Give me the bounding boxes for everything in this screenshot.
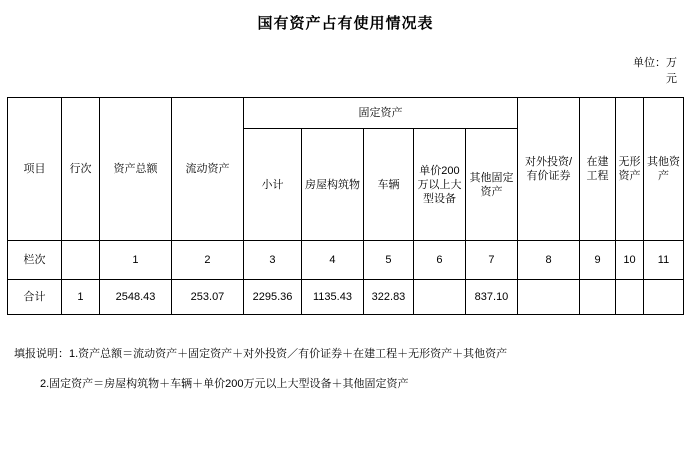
- header-buildings: 房屋构筑物: [301, 129, 363, 241]
- header-fixed-subtotal: 小计: [243, 129, 301, 241]
- total-current-assets: 253.07: [171, 280, 243, 315]
- header-equipment: 单价200万以上大型设备: [413, 129, 465, 241]
- header-other-assets: 其他资产: [644, 98, 684, 241]
- header-external-investment: 对外投资/有价证券: [518, 98, 580, 241]
- asset-table: [7, 97, 684, 315]
- lane-cell-4: 4: [301, 241, 363, 280]
- lane-cell-0: [61, 241, 99, 280]
- header-intangible: 无形资产: [616, 98, 644, 241]
- lane-cell-11: 11: [644, 241, 684, 280]
- unit-label-line1: 单位：万: [633, 57, 677, 69]
- lane-cell-6: 6: [413, 241, 465, 280]
- lane-cell-3: 3: [243, 241, 301, 280]
- total-external-investment: [518, 280, 580, 315]
- table-row-lane-numbers: [7, 241, 683, 280]
- total-intangible: [616, 280, 644, 315]
- total-other-assets: [644, 280, 684, 315]
- total-equipment: [413, 280, 465, 315]
- header-vehicles: 车辆: [363, 129, 413, 241]
- total-vehicles: 322.83: [363, 280, 413, 315]
- header-total-assets: 资产总额: [99, 98, 171, 241]
- total-construction: [580, 280, 616, 315]
- total-buildings: 1135.43: [301, 280, 363, 315]
- lane-cell-8: 8: [518, 241, 580, 280]
- header-row-no: 行次: [61, 98, 99, 241]
- note-line-1: 填报说明：1.资产总额＝流动资产＋固定资产＋对外投资／有价证券＋在建工程＋无形资产＋其他资产: [14, 348, 508, 360]
- total-fixed-subtotal: 2295.36: [243, 280, 301, 315]
- header-item: 项目: [7, 98, 61, 241]
- total-other-fixed: 837.10: [465, 280, 517, 315]
- total-total-assets: 2548.43: [99, 280, 171, 315]
- notes-section: [14, 339, 691, 399]
- total-label: 合计: [7, 280, 61, 315]
- total-row-no: 1: [61, 280, 99, 315]
- lane-cell-5: 5: [363, 241, 413, 280]
- lane-cell-10: 10: [616, 241, 644, 280]
- header-current-assets: 流动资产: [171, 98, 243, 241]
- unit-label-line2: 元: [666, 73, 677, 85]
- unit-label: [0, 55, 691, 87]
- lane-cell-2: 2: [171, 241, 243, 280]
- header-construction: 在建工程: [580, 98, 616, 241]
- table-row-total: [7, 280, 683, 315]
- page-title: 国有资产占有使用情况表: [257, 15, 434, 32]
- note-line-2: 2.固定资产＝房屋构筑物＋车辆＋单价200万元以上大型设备＋其他固定资产: [40, 378, 409, 390]
- lane-label: 栏次: [7, 241, 61, 280]
- header-fixed-assets-group: 固定资产: [243, 98, 517, 129]
- header-other-fixed: 其他固定资产: [465, 129, 517, 241]
- table-header-group-row: [7, 98, 683, 129]
- lane-cell-1: 1: [99, 241, 171, 280]
- document-page: [0, 12, 691, 458]
- lane-cell-7: 7: [465, 241, 517, 280]
- lane-cell-9: 9: [580, 241, 616, 280]
